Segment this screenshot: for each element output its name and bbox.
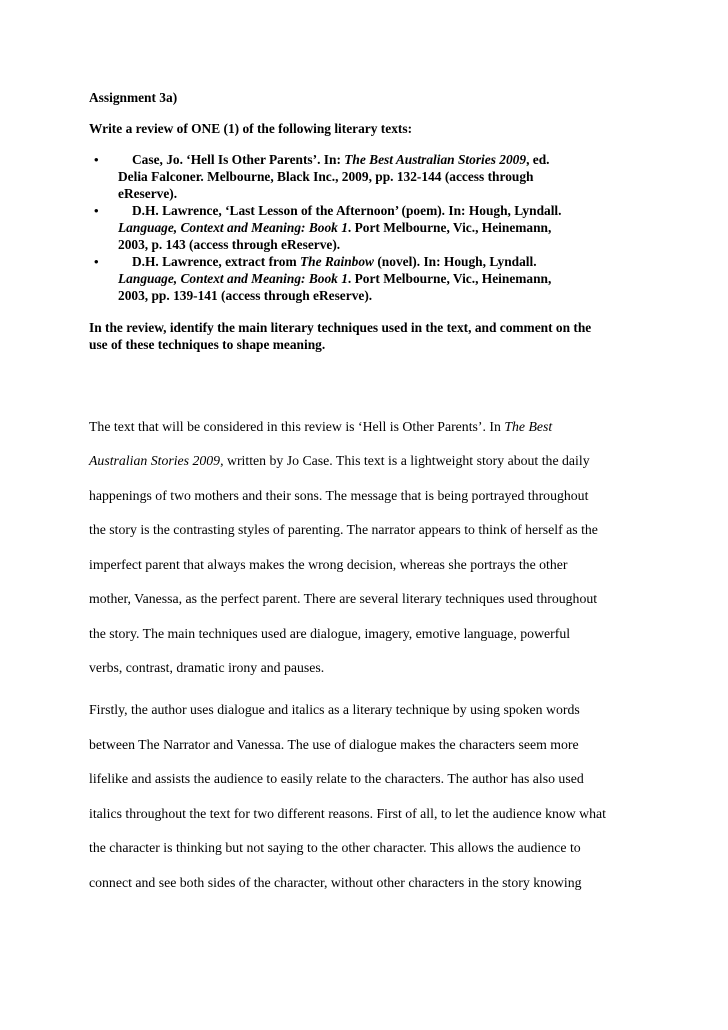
- task-line-1: In the review, identify the main literary techniques used in the text, and comment on the: [89, 320, 592, 335]
- reference-3-line-1: D.H. Lawrence, extract from The Rainbow (novel). In: Hough, Lyndall.: [132, 254, 537, 269]
- reference-2-line-3: 2003, p. 143 (access through eReserve).: [118, 237, 341, 252]
- para1-line-6: mother, Vanessa, as the perfect parent. There are several literary techniques used throughout: [89, 591, 598, 606]
- assignment-heading: Assignment 3a): [89, 90, 178, 105]
- para2-line-5: the character is thinking but not saying to the other character. This allows the audience to: [89, 840, 581, 855]
- reference-3-line-2: Language, Context and Meaning: Book 1. Port Melbourne, Vic., Heinemann,: [118, 271, 552, 286]
- para1-line-5: imperfect parent that always makes the wrong decision, whereas she portrays the other: [89, 557, 568, 572]
- reference-2-line-1: D.H. Lawrence, ‘Last Lesson of the Afternoon’ (poem). In: Hough, Lyndall.: [132, 203, 562, 218]
- bullet-1: •: [94, 152, 99, 167]
- reference-3-line-3: 2003, pp. 139-141 (access through eReserve).: [118, 288, 373, 303]
- reference-1-line-1: Case, Jo. ‘Hell Is Other Parents’. In: The Best Australian Stories 2009, ed.: [132, 152, 550, 167]
- para2-line-4: italics throughout the text for two different reasons. First of all, to let the audience know what: [89, 806, 606, 821]
- para2-line-3: lifelike and assists the audience to easily relate to the characters. The author has also used: [89, 771, 584, 786]
- reference-1-line-3: eReserve).: [118, 186, 178, 201]
- para2-line-1: Firstly, the author uses dialogue and italics as a literary technique by using spoken words: [89, 702, 580, 717]
- para1-line-3: happenings of two mothers and their sons. The message that is being portrayed throughout: [89, 488, 589, 503]
- para1-line-8: verbs, contrast, dramatic irony and pauses.: [89, 660, 325, 675]
- para1-line-7: the story. The main techniques used are dialogue, imagery, emotive language, powerful: [89, 626, 571, 641]
- para1-line-4: the story is the contrasting styles of parenting. The narrator appears to think of herself as the: [89, 522, 598, 537]
- bullet-2: •: [94, 203, 99, 218]
- reference-1-line-2: Delia Falconer. Melbourne, Black Inc., 2009, pp. 132-144 (access through: [118, 169, 534, 184]
- para1-line-1: The text that will be considered in this review is ‘Hell is Other Parents’. In The Best: [89, 419, 553, 434]
- bullet-3: •: [94, 254, 99, 269]
- para2-line-6: connect and see both sides of the character, without other characters in the story knowing: [89, 875, 582, 890]
- para1-line-2: Australian Stories 2009, written by Jo Case. This text is a lightweight story about the daily: [89, 453, 590, 468]
- reference-2-line-2: Language, Context and Meaning: Book 1. Port Melbourne, Vic., Heinemann,: [118, 220, 552, 235]
- para2-line-2: between The Narrator and Vanessa. The use of dialogue makes the characters seem more: [89, 737, 579, 752]
- task-line-2: use of these techniques to shape meaning.: [89, 337, 326, 352]
- instruction-text: Write a review of ONE (1) of the following literary texts:: [89, 121, 413, 136]
